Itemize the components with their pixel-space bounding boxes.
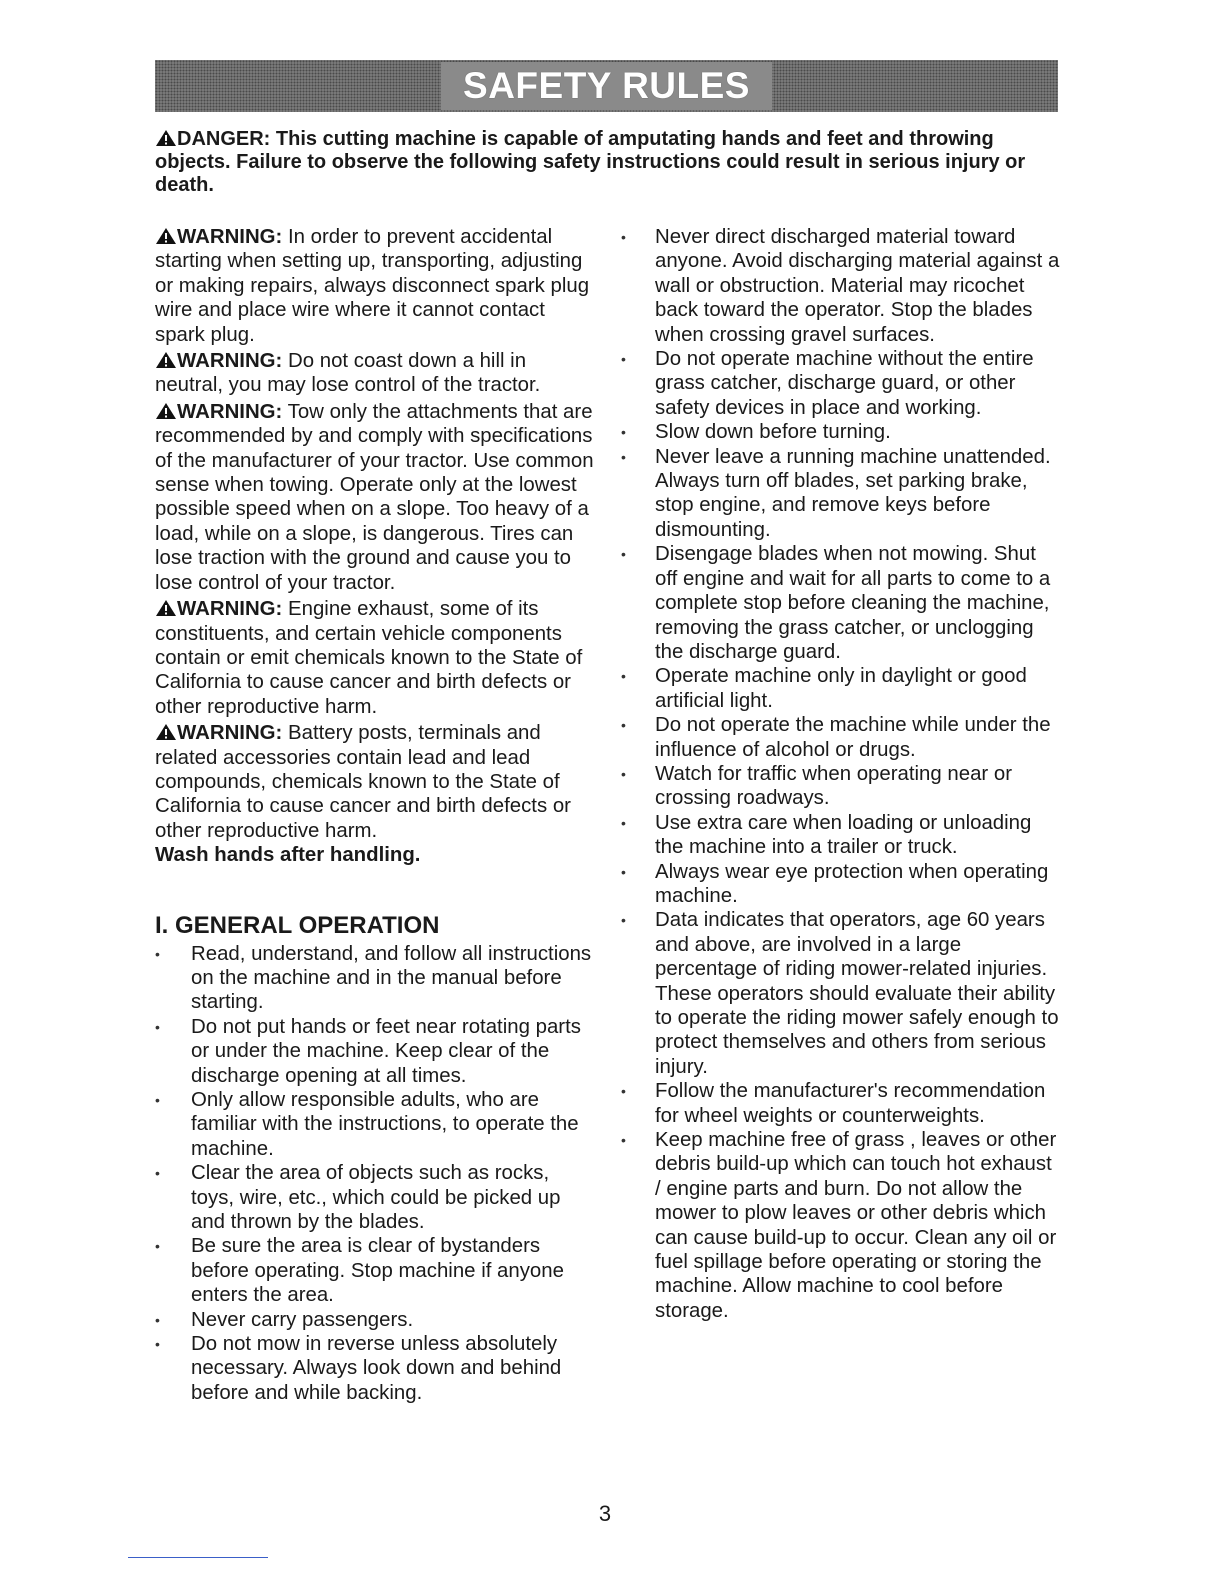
list-item: • Use extra care when loading or unloading the machine into a trailer or truck. (617, 811, 1062, 860)
list-item: • Read, understand, and follow all instructions on the machine and in the manual before starting. (155, 942, 595, 1015)
warning-label: WARNING: (177, 598, 283, 621)
warning-towing (155, 400, 595, 595)
right-column (617, 225, 1062, 1323)
warning-label: WARNING: (177, 400, 283, 423)
section-title-general-operation: I. GENERAL OPERATION (155, 911, 440, 939)
warning-text: Engine exhaust, some of its constituents, and certain vehicle components contain or emit chemicals known to the State of California to cause cancer and birth defects or other reproductive harm. (155, 598, 583, 718)
left-column (155, 225, 595, 1405)
list-item: • Always wear eye protection when operating machine. (617, 860, 1062, 909)
wash-hands-note: Wash hands after handling. (155, 844, 421, 867)
warning-accidental-starting (155, 225, 595, 347)
danger-label: DANGER: (177, 128, 271, 150)
general-operation-list-right (617, 225, 1062, 1323)
warning-triangle-icon (155, 723, 177, 741)
warning-triangle-icon (155, 402, 177, 420)
warning-triangle-icon (155, 351, 177, 369)
warning-text: Battery posts, terminals and related accessories contain lead and lead compounds, chemicals known to the State of California to cause cancer and birth defects or other reproductive harm. (155, 722, 571, 842)
list-item: • Do not put hands or feet near rotating parts or under the machine. Keep clear of the discharge opening at all times. (155, 1015, 595, 1088)
warning-label: WARNING: (177, 226, 283, 248)
warning-text: Do not coast down a hill in neutral, you may lose control of the tractor. (155, 350, 541, 397)
list-item: • Do not operate the machine while under the influence of alcohol or drugs. (617, 713, 1062, 762)
warning-label: WARNING: (177, 350, 283, 373)
list-item: • Be sure the area is clear of bystanders before operating. Stop machine if anyone enters the area. (155, 1234, 595, 1307)
warning-triangle-icon (155, 599, 177, 617)
warning-engine-exhaust (155, 597, 595, 719)
safety-rules-banner (155, 60, 1058, 112)
warning-text: In order to prevent accidental starting when setting up, transporting, adjusting or making repairs, always disconnect spark plug wire and place wire where it cannot contact spark plug. (155, 226, 590, 346)
general-operation-list-left (155, 942, 595, 1406)
footer-rule (128, 1557, 268, 1558)
list-item: • Never carry passengers. (155, 1308, 595, 1332)
list-item: • Operate machine only in daylight or good artificial light. (617, 664, 1062, 713)
list-item: • Only allow responsible adults, who are familiar with the instructions, to operate the machine. (155, 1088, 595, 1161)
danger-text: This cutting machine is capable of amputating hands and feet and throwing objects. Failure to observe the following safety instructions could result in serious injury or death. (155, 128, 1026, 196)
list-item: • Do not mow in reverse unless absolutely necessary. Always look down and behind before and while backing. (155, 1332, 595, 1405)
list-item: • Watch for traffic when operating near or crossing roadways. (617, 762, 1062, 811)
warning-label: WARNING: (177, 722, 283, 745)
list-item: • Keep machine free of grass , leaves or other debris build-up which can touch hot exhaust / engine parts and burn. Do not allow the mower to plow leaves or other debris which can cause build-up to occur. Clean any oil or fuel spillage before operating or storing the machine. Allow machine to cool before storage. (617, 1128, 1062, 1323)
danger-notice (155, 128, 1055, 197)
list-item: • Clear the area of objects such as rocks, toys, wire, etc., which could be picked up and thrown by the blades. (155, 1161, 595, 1234)
warning-triangle-icon (155, 129, 177, 147)
list-item: • Data indicates that operators, age 60 years and above, are involved in a large percentage of riding mower-related injuries. These operators should evaluate their ability to operate the riding mower safely enough to protect themselves and others from serious injury. (617, 908, 1062, 1079)
page-number: 3 (598, 1501, 612, 1526)
warning-battery-lead (155, 721, 595, 867)
warning-triangle-icon (155, 227, 177, 245)
list-item: • Do not operate machine without the entire grass catcher, discharge guard, or other safety devices in place and working. (617, 347, 1062, 420)
warning-text: Tow only the attachments that are recommended by and comply with specifications of the manufacturer of your tractor. Use common sense when towing. Operate only at the lowest possible speed when on a slope. Too heavy of a load, while on a slope, is dangerous. Tires can lose traction with the ground and cause you to lose control of your tractor. (155, 400, 594, 594)
list-item: • Follow the manufacturer's recommendation for wheel weights or counterweights. (617, 1079, 1062, 1128)
warning-coast-hill (155, 349, 595, 398)
list-item: • Never direct discharged material toward anyone. Avoid discharging material against a wall or obstruction. Material may ricochet back toward the operator. Stop the blades when crossing gravel surfaces. (617, 225, 1062, 347)
list-item: • Never leave a running machine unattended. Always turn off blades, set parking brake, stop engine, and remove keys before dismounting. (617, 445, 1062, 543)
list-item: • Slow down before turning. (617, 420, 1062, 444)
page-title: SAFETY RULES (441, 62, 772, 110)
list-item: • Disengage blades when not mowing. Shut off engine and wait for all parts to come to a complete stop before cleaning the machine, removing the grass catcher, or unclogging the discharge guard. (617, 542, 1062, 664)
